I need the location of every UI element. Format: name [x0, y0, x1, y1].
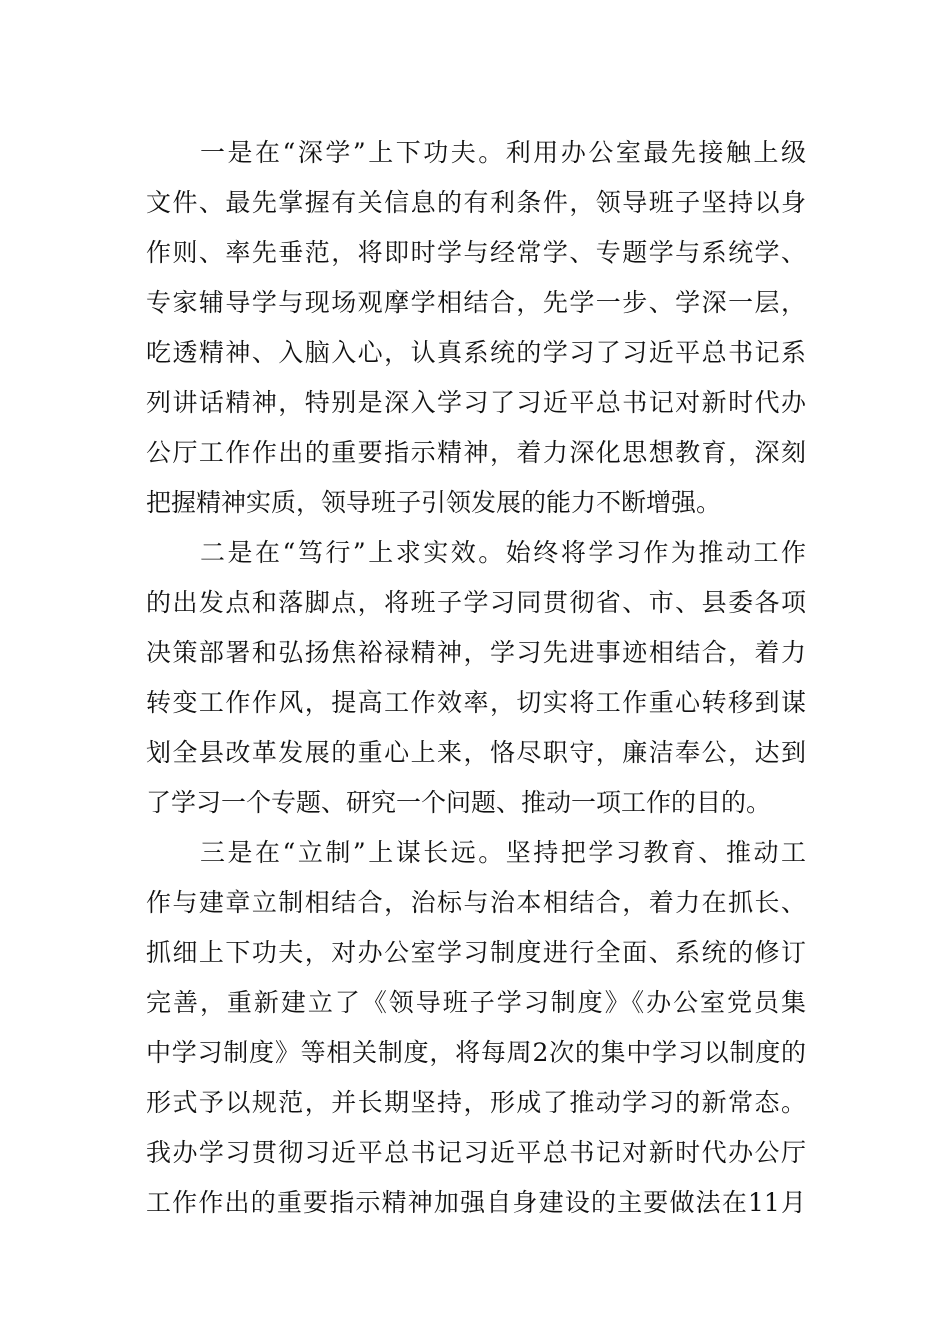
- text-line: 决策部署和弘扬焦裕禄精神，学习先进事迹相结合，着力: [146, 638, 806, 667]
- text-line: 专家辅导学与现场观摩学相结合，先学一步、学深一层，: [146, 288, 806, 317]
- text-line: 文件、最先掌握有关信息的有利条件，领导班子坚持以身: [146, 188, 806, 217]
- text-line: 的出发点和落脚点，将班子学习同贯彻省、市、县委各项: [146, 588, 806, 617]
- text-line: 作与建章立制相结合，治标与治本相结合，着力在抓长、: [146, 888, 806, 917]
- text-line: 把握精神实质，领导班子引领发展的能力不断增强。: [146, 488, 722, 517]
- text-line: 三是在“立制”上谋长远。坚持把学习教育、推动工: [200, 838, 806, 867]
- document-body: [146, 128, 806, 1228]
- paragraph: [146, 528, 806, 828]
- text-line: 划全县改革发展的重心上来，恪尽职守，廉洁奉公，达到: [146, 738, 806, 767]
- text-line: 形式予以规范，并长期坚持，形成了推动学习的新常态。: [146, 1088, 806, 1117]
- paragraph: [146, 128, 806, 528]
- text-line: 转变工作作风，提高工作效率，切实将工作重心转移到谋: [146, 688, 806, 717]
- text-line: 了学习一个专题、研究一个问题、推动一项工作的目的。: [146, 788, 772, 817]
- text-line: 公厅工作作出的重要指示精神，着力深化思想教育，深刻: [146, 438, 806, 467]
- text-line: 二是在“笃行”上求实效。始终将学习作为推动工作: [200, 538, 806, 567]
- text-line: 抓细上下功夫，对办公室学习制度进行全面、系统的修订: [146, 938, 806, 967]
- text-line: 工作作出的重要指示精神加强自身建设的主要做法在11月: [146, 1188, 806, 1217]
- text-line: 中学习制度》等相关制度，将每周2次的集中学习以制度的: [146, 1038, 806, 1067]
- text-line: 完善，重新建立了《领导班子学习制度》《办公室党员集: [146, 988, 806, 1017]
- text-line: 一是在“深学”上下功夫。利用办公室最先接触上级: [200, 138, 806, 167]
- text-line: 作则、率先垂范，将即时学与经常学、专题学与系统学、: [146, 238, 806, 267]
- text-line: 吃透精神、入脑入心，认真系统的学习了习近平总书记系: [146, 338, 806, 367]
- text-line: 列讲话精神，特别是深入学习了习近平总书记对新时代办: [146, 388, 806, 417]
- paragraph: [146, 828, 806, 1228]
- text-line: 我办学习贯彻习近平总书记习近平总书记对新时代办公厅: [146, 1138, 806, 1167]
